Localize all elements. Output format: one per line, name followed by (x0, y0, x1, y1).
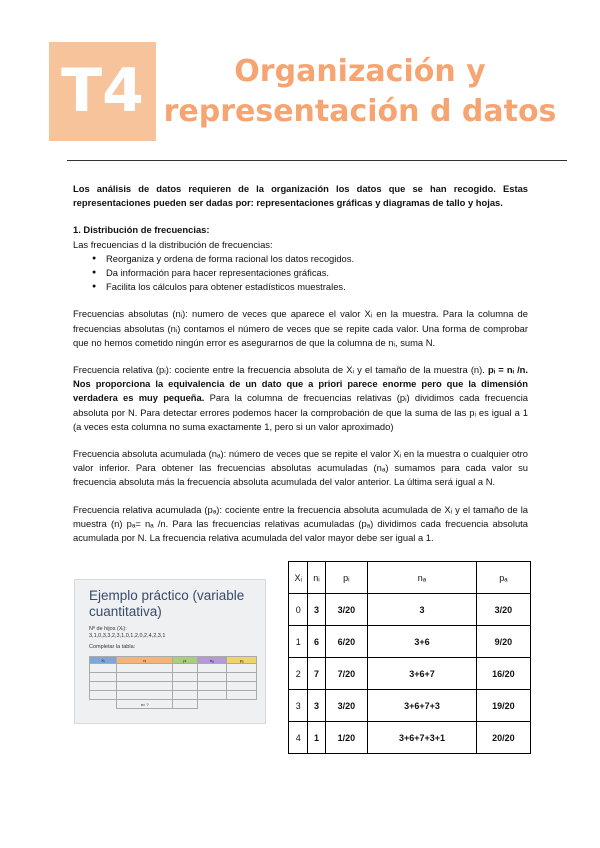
table-cell: 1 (308, 722, 325, 754)
table-row (289, 594, 531, 626)
table-header-row (289, 562, 531, 594)
example-header-cell: pₐ (227, 657, 257, 664)
column-header: nᵢ (308, 562, 325, 594)
example-table (89, 656, 257, 709)
frequency-table (288, 561, 531, 754)
example-header-cell: Xᵢ (90, 657, 117, 664)
table-cell: 4 (289, 722, 308, 754)
page-title-line2: representación d datos (163, 94, 557, 129)
bullet-item: ● Facilita los cálculos para obtener estadísticos muestrales. (92, 280, 528, 294)
table-row (289, 722, 531, 754)
relative-frequency-line1: Frecuencia relativa (pᵢ): cociente entre la frecuencia absoluta de Xᵢ y el tamaño de la muestra (n). (73, 364, 485, 376)
table-cell: 3/20 (325, 690, 368, 722)
table-cell: 3+6+7 (368, 658, 477, 690)
table-cell: 6 (308, 626, 325, 658)
example-header-cell: nₐ (197, 657, 227, 664)
table-cell: 6/20 (325, 626, 368, 658)
bullet-item: ● Reorganiza y ordena de forma racional los datos recogidos. (92, 252, 528, 266)
bullet-item: ● Da información para hacer representaciones gráficas. (92, 266, 528, 280)
table-cell: 1/20 (325, 722, 368, 754)
absolute-frequency-paragraph: Frecuencias absolutas (nᵢ): numero de veces que aparece el valor Xᵢ en la muestra. Para la columna de frecuencias absolutas (nᵢ) contamos el número de veces que se repite cada valor. Una forma de comprobar que no hemos cometido ningún error es asegurarnos de que la columna de nᵢ, suma N. (73, 308, 528, 348)
example-footer: n= ? (117, 700, 173, 709)
intro-paragraph: Los análisis de datos requieren de la organización los datos que se han recogido. Estas representaciones pueden ser dadas por: representaciones gráficas y diagramas de tallo y hojas. (73, 183, 528, 209)
table-cell: 20/20 (476, 722, 530, 754)
example-slide-image (74, 579, 266, 724)
table-row (289, 690, 531, 722)
table-cell: 0 (289, 594, 308, 626)
relative-frequency-paragraph (73, 363, 528, 434)
table-cell: 3 (308, 690, 325, 722)
section-heading: 1. Distribución de frecuencias: (73, 224, 210, 236)
topic-badge (49, 42, 156, 141)
cumulative-relative-paragraph: Frecuencia relativa acumulada (pₐ): cociente entre la frecuencia absoluta acumulada de Xᵢ y el tamaño de la muestra (n) pₐ= nₐ /n. Para las frecuencias relativas acumuladas (pₐ) dividimos cada frecuencia absoluta acumulada por N. La frecuencia relativa acumulada del valor mayor debe ser igual a 1. (73, 503, 528, 544)
document-body (73, 182, 528, 545)
table-cell: 16/20 (476, 658, 530, 690)
table-cell: 7 (308, 658, 325, 690)
example-line: Completar la tabla: (89, 644, 136, 650)
example-line: 3,1,0,3,3,2,3,1,0,1,2,0,2,4,2,3,1 (89, 633, 166, 639)
cumulative-absolute-paragraph: Frecuencia absoluta acumulada (nₐ): número de veces que se repite el valor Xᵢ en la muestra o cualquier otro valor inferior. Para obtener las frecuencias absolutas acumuladas (nₐ) sumamos para cada valor su frecuencia absoluta más la frecuencia absoluta acumulada del valor anterior. La última será igual a N. (73, 448, 528, 488)
table-cell: 3+6+7+3 (368, 690, 477, 722)
table-cell: 3+6+7+3+1 (368, 722, 477, 754)
table-cell: 3 (308, 594, 325, 626)
example-header-cell: pᵢ (173, 657, 197, 664)
relative-frequency-line2: pᵢ = nᵢ /n. Nos proporciona la equivalencia de un dato que a priori parece enorme pero que la dimensión verdadera es muy pequeña. (73, 364, 529, 404)
column-header: Xᵢ (289, 562, 308, 594)
header-divider (67, 160, 567, 161)
example-header-cell: nᵢ (117, 657, 173, 664)
table-cell: 19/20 (476, 690, 530, 722)
example-title: Ejemplo práctico (variable cuantitativa) (89, 588, 245, 619)
bullet-list (73, 252, 528, 295)
table-cell: 3 (289, 690, 308, 722)
example-line: Nº de hijos (Xᵢ): (89, 626, 127, 632)
column-header: nₐ (368, 562, 477, 594)
table-cell: 9/20 (476, 626, 530, 658)
table-cell: 3 (368, 594, 477, 626)
page-title (160, 52, 560, 132)
section-lead: Las frecuencias d la distribución de frecuencias: (73, 238, 273, 250)
table-cell: 1 (289, 626, 308, 658)
column-header: pₐ (476, 562, 530, 594)
table-cell: 2 (289, 658, 308, 690)
table-cell: 3+6 (368, 626, 477, 658)
table-cell: 7/20 (325, 658, 368, 690)
table-row (289, 626, 531, 658)
column-header: pᵢ (325, 562, 368, 594)
table-cell: 3/20 (476, 594, 530, 626)
relative-frequency-line3: Para la columna de frecuencias relativas (pᵢ) dividimos cada frecuencia absoluta por N. Para detectar errores podemos hacer la comprobación de que la suma de las pᵢ es igual a 1 (a veces esta columna no suma exactamente 1, pero si un valor aproximado) (73, 392, 528, 432)
table-row (289, 658, 531, 690)
topic-badge-text: T4 (61, 56, 144, 126)
page-title-line1: Organización y (234, 54, 486, 89)
table-cell: 3/20 (325, 594, 368, 626)
